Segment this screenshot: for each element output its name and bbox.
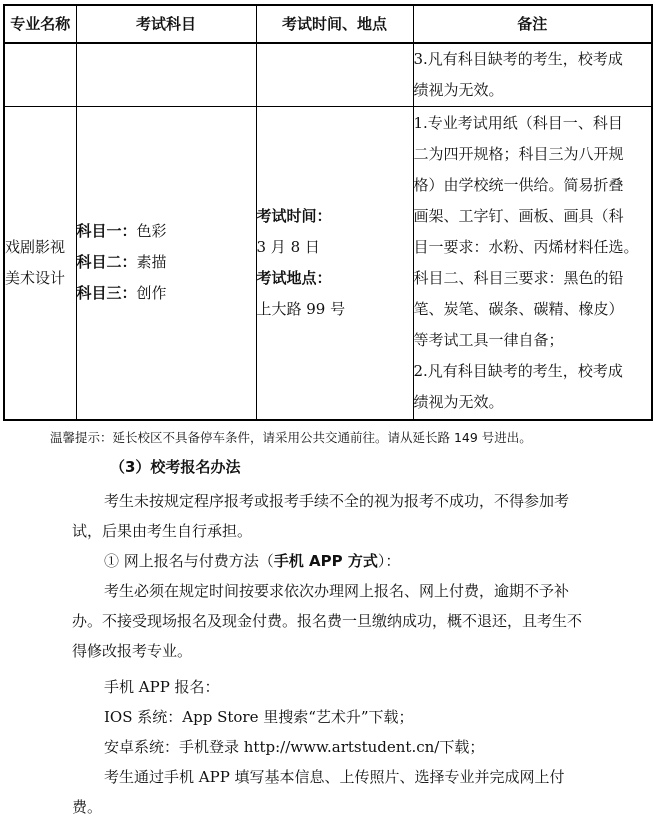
- note-line: 绩视为无效。: [413, 81, 504, 99]
- note-line: 绩视为无效。: [413, 392, 504, 411]
- note-cell: [413, 107, 652, 420]
- header-subjects: 考试科目: [76, 5, 256, 43]
- note-line: 1.专业考试用纸（科目一、科目: [413, 113, 623, 132]
- payment-rules-paragraph: 考生必须在规定时间按要求依次办理网上报名、网上付费，逾期不予补办。不接受现场报名及现金付费。报名费一旦缴纳成功，概不退还，且考生不得修改报考专业。: [72, 582, 583, 660]
- subjects-cell: [76, 43, 256, 107]
- subject-item: [77, 247, 256, 278]
- header-major: 专业名称: [4, 5, 76, 43]
- table-row: [4, 43, 652, 107]
- time-value: 3 月 8 日: [256, 237, 320, 256]
- table-header-row: [4, 5, 652, 43]
- note-line: 3.凡有科目缺考的考生，校考成: [413, 50, 623, 68]
- subject-label: 科目三：: [76, 284, 137, 303]
- exam-schedule-table: [3, 4, 653, 421]
- note-line: 画架、工字钉、画板、画具（科: [413, 206, 624, 225]
- step-1-prefix: ① 网上报名与付费方法（: [104, 552, 274, 570]
- note-line: 二为四开规格；科目三为八开规: [413, 144, 624, 163]
- time-place-cell: [256, 43, 413, 107]
- subject-label: 科目一：: [76, 222, 137, 241]
- header-time-place: 考试时间、地点: [256, 5, 413, 43]
- place-label: 考试地点：: [256, 268, 332, 287]
- note-line: 2.凡有科目缺考的考生，校考成: [413, 361, 623, 380]
- header-notes: 备注: [413, 5, 652, 43]
- note-line: 格）由学校统一供给。简易折叠: [413, 175, 624, 194]
- step-1-heading: [104, 546, 400, 576]
- table-row: [4, 107, 652, 420]
- note-line: 目一要求：水粉、丙烯材料任选。: [413, 237, 639, 256]
- major-line: 戏剧影视: [5, 237, 66, 256]
- note-line: 科目二、科目三要求：黑色的铅: [413, 268, 624, 287]
- place-value: 上大路 99 号: [256, 299, 346, 318]
- registration-rules-paragraph: 考生未按规定程序报考或报考手续不全的视为报考不成功，不得参加考试，后果由考生自行承担。: [72, 492, 570, 540]
- section-title: （3）校考报名办法: [110, 458, 241, 476]
- parking-tip: 温馨提示：延长校区不具备停车条件，请采用公共交通前往。请从延长路 149 号进出。: [50, 430, 532, 445]
- android-download-line: 安卓系统：手机登录 http://www.artstudent.cn/下载；: [104, 738, 485, 756]
- note-line: 笔、炭笔、碳条、碳精、橡皮）: [413, 299, 624, 318]
- subject-value: 色彩: [136, 222, 167, 241]
- subject-item: [77, 216, 256, 247]
- step-1-method: 手机 APP 方式: [273, 552, 378, 570]
- note-line: 等考试工具一律自备；: [413, 330, 564, 349]
- app-registration-title: 手机 APP 报名：: [104, 678, 220, 696]
- step-1-suffix: ）：: [377, 552, 401, 570]
- time-place-cell: [256, 107, 413, 420]
- major-cell: [4, 43, 76, 107]
- subject-label: 科目二：: [76, 253, 137, 272]
- note-cell: [413, 43, 652, 107]
- ios-download-line: IOS 系统：App Store 里搜索“艺术升”下载；: [104, 708, 414, 726]
- app-process-paragraph: 考生通过手机 APP 填写基本信息、上传照片、选择专业并完成网上付费。: [72, 768, 565, 816]
- time-label: 考试时间：: [256, 206, 332, 225]
- subject-item: [77, 278, 256, 309]
- subject-value: 创作: [136, 284, 167, 303]
- subject-value: 素描: [136, 253, 167, 272]
- major-line: 美术设计: [5, 268, 66, 287]
- subjects-cell: [76, 107, 256, 420]
- major-cell: [4, 107, 76, 420]
